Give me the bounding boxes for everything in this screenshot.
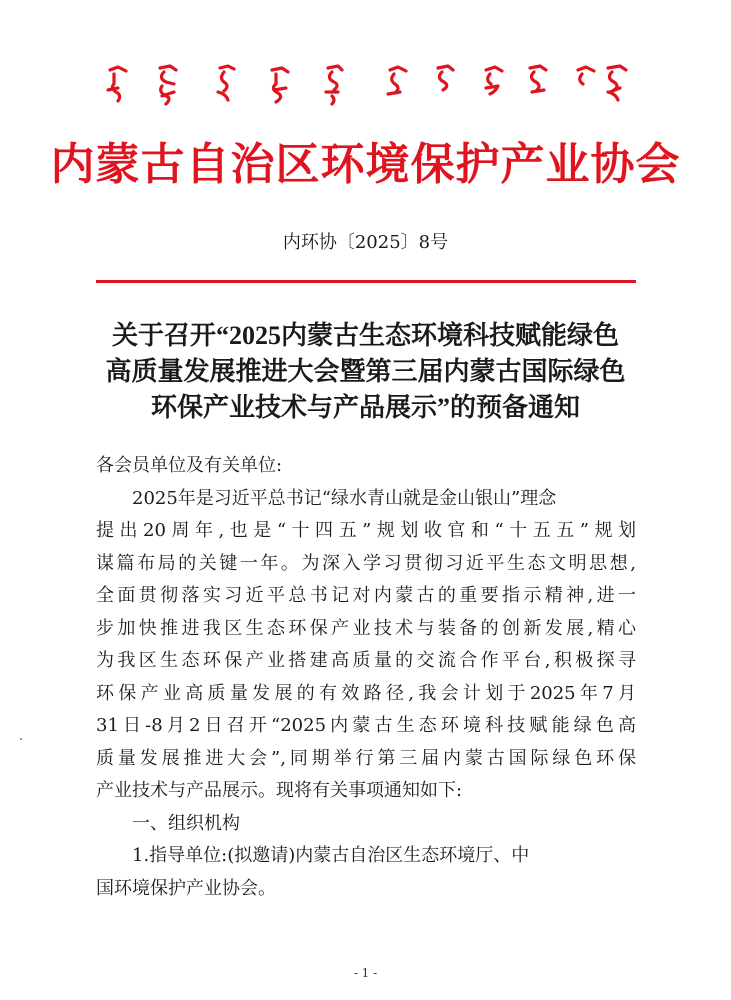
paragraph-line: 产业技术与产品展示。现将有关事项通知如下: [96,780,463,801]
paragraph-line: 31日-8月2日召开“2025内蒙古生态环境科技赋能绿色高 [96,715,636,736]
paragraph-line: 2025年是习近平总书记“绿水青山就是金山银山”理念 [132,487,557,509]
notice-title-line-3: 环保产业技术与产品展示”的预备通知 [150,393,580,422]
paragraph-line: 提出20周年,也是“十四五”规划收官和“十五五”规划 [96,520,636,541]
org-name-title: 内蒙古自治区环境保护产业协会 [50,139,681,190]
red-divider-line [96,280,636,283]
notice-title [60,318,671,426]
paragraph-line: 谋篇布局的关键一年。为深入学习贯彻习近平生态文明思想, [96,552,636,574]
document-number: 内环协〔2025〕8号 [282,232,449,253]
section-heading-organization: 一、组织机构 [132,812,240,834]
item-line: 国环境保护产业协会。 [96,877,276,899]
paragraph-line: 环保产业高质量发展的有效路径,我会计划于2025年7月 [96,682,636,704]
paragraph-line: 步加快推进我区生态环保产业技术与装备的创新发展,精心 [96,617,636,639]
paragraph-line: 全面贯彻落实习近平总书记对内蒙古的重要指示精神,进一 [96,585,636,606]
salutation: 各会员单位及有关单位: [96,455,283,476]
paragraph-line: 为我区生态环保产业搭建高质量的交流合作平台,积极探寻 [96,650,636,671]
item-line: 1.指导单位:(拟邀请)内蒙古自治区生态环境厅、中 [132,845,530,866]
mongolian-script-org-name-icon [100,62,640,112]
scan-speck [20,738,22,740]
notice-title-line-2: 高质量发展推进大会暨第三届内蒙古国际绿色 [105,357,626,386]
notice-body [96,450,636,905]
page-number: - 1 - [353,966,378,980]
paragraph-line: 质量发展推进大会”,同期举行第三届内蒙古国际绿色环保 [96,747,636,769]
notice-title-line-1: 关于召开“2025内蒙古生态环境科技赋能绿色 [111,321,619,350]
